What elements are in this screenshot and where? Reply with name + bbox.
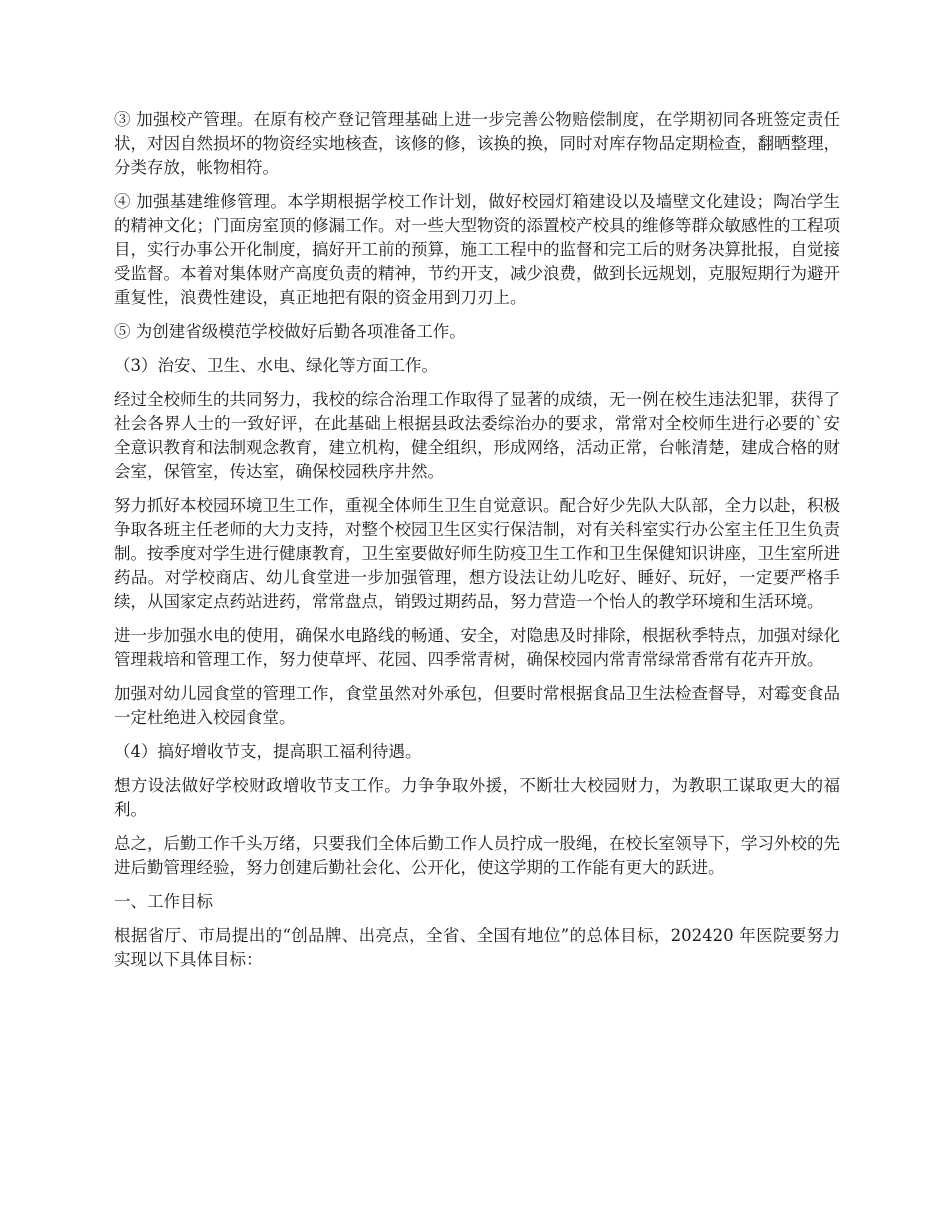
paragraph-conclusion: 总之，后勤工作千头万绪，只要我们全体后勤工作人员拧成一股绳，在校长室领导下，学习外校的先进后勤管理经验，努力创建后勤社会化、公开化，使这学期的工作能有更大的跃进。 <box>114 834 840 877</box>
paragraph-comprehensive-governance: 经过全校师生的共同努力，我校的综合治理工作取得了显著的成绩，无一例在校生违法犯罪，获得了社会各界人士的一致好评，在此基础上根据县政法委综治办的要求，常常对全校师生进行必要的`安全意识教育和法制观念教育，建立机构，健全组织，形成网络，活动正常，台帐清楚，建成合格的财会室，保管室，传达室，确保校园秩序井然。 <box>114 390 840 481</box>
section-heading-security-hygiene: （3）治安、卫生、水电、绿化等方面工作。 <box>114 356 438 375</box>
paragraph-increase-revenue: 想方设法做好学校财政增收节支工作。力争争取外援，不断壮大校园财力，为教职工谋取更大的福利。 <box>114 776 840 819</box>
paragraph-water-electricity-greening: 进一步加强水电的使用，确保水电路线的畅通、安全，对隐患及时排除，根据秋季特点，加强对绿化管理栽培和管理工作，努力使草坪、花园、四季常青树，确保校园内常青常绿常香常有花卉开放。 <box>114 626 840 669</box>
section-heading-revenue-welfare: （4）搞好增收节支，提高职工福利待遇。 <box>114 742 422 761</box>
paragraph-school-asset-management: ③ 加强校产管理。在原有校产登记管理基础上进一步完善公物赔偿制度，在学期初同各班签定责任状，对因自然损坏的物资经实地核查，该修的修，该换的换，同时对库存物品定期检查，翻晒整理，分类存放，帐物相符。 <box>114 110 840 177</box>
section-heading-work-goals: 一、工作目标 <box>114 892 213 911</box>
paragraph-overall-goal: 根据省厅、市局提出的“创品牌、出亮点，全省、全国有地位”的总体目标，202420 年医院要努力实现以下具体目标： <box>114 926 840 969</box>
paragraph-provincial-model-school: ⑤ 为创建省级模范学校做好后勤各项准备工作。 <box>114 322 466 341</box>
document-page <box>114 108 840 982</box>
paragraph-environmental-hygiene: 努力抓好本校园环境卫生工作，重视全体师生卫生自觉意识。配合好少先队大队部，全力以赴，积极争取各班主任老师的大力支持，对整个校园卫生区实行保洁制，对有关科室实行办公室主任卫生负责制。按季度对学生进行健康教育，卫生室要做好师生防疫卫生工作和卫生保健知识讲座，卫生室所进药品。对学校商店、幼儿食堂进一步加强管理，想方设法让幼儿吃好、睡好、玩好，一定要严格手续，从国家定点药站进药，常常盘点，销毁过期药品，努力营造一个怡人的教学环境和生活环境。 <box>114 496 840 611</box>
paragraph-kindergarten-canteen: 加强对幼儿园食堂的管理工作，食堂虽然对外承包，但要时常根据食品卫生法检查督导，对霉变食品一定杜绝进入校园食堂。 <box>114 684 840 727</box>
paragraph-infrastructure-maintenance: ④ 加强基建维修管理。本学期根据学校工作计划，做好校园灯箱建设以及墙壁文化建设；陶冶学生的精神文化；门面房室顶的修漏工作。对一些大型物资的添置校产校具的维修等群众敏感性的工程项目，实行办事公开化制度，搞好开工前的预算，施工工程中的监督和完工后的财务决算批报，自觉接受监督。本着对集体财产高度负责的精神，节约开支，减少浪费，做到长远规划，克服短期行为避开重复性，浪费性建设，真正地把有限的资金用到刀刃上。 <box>114 192 840 307</box>
